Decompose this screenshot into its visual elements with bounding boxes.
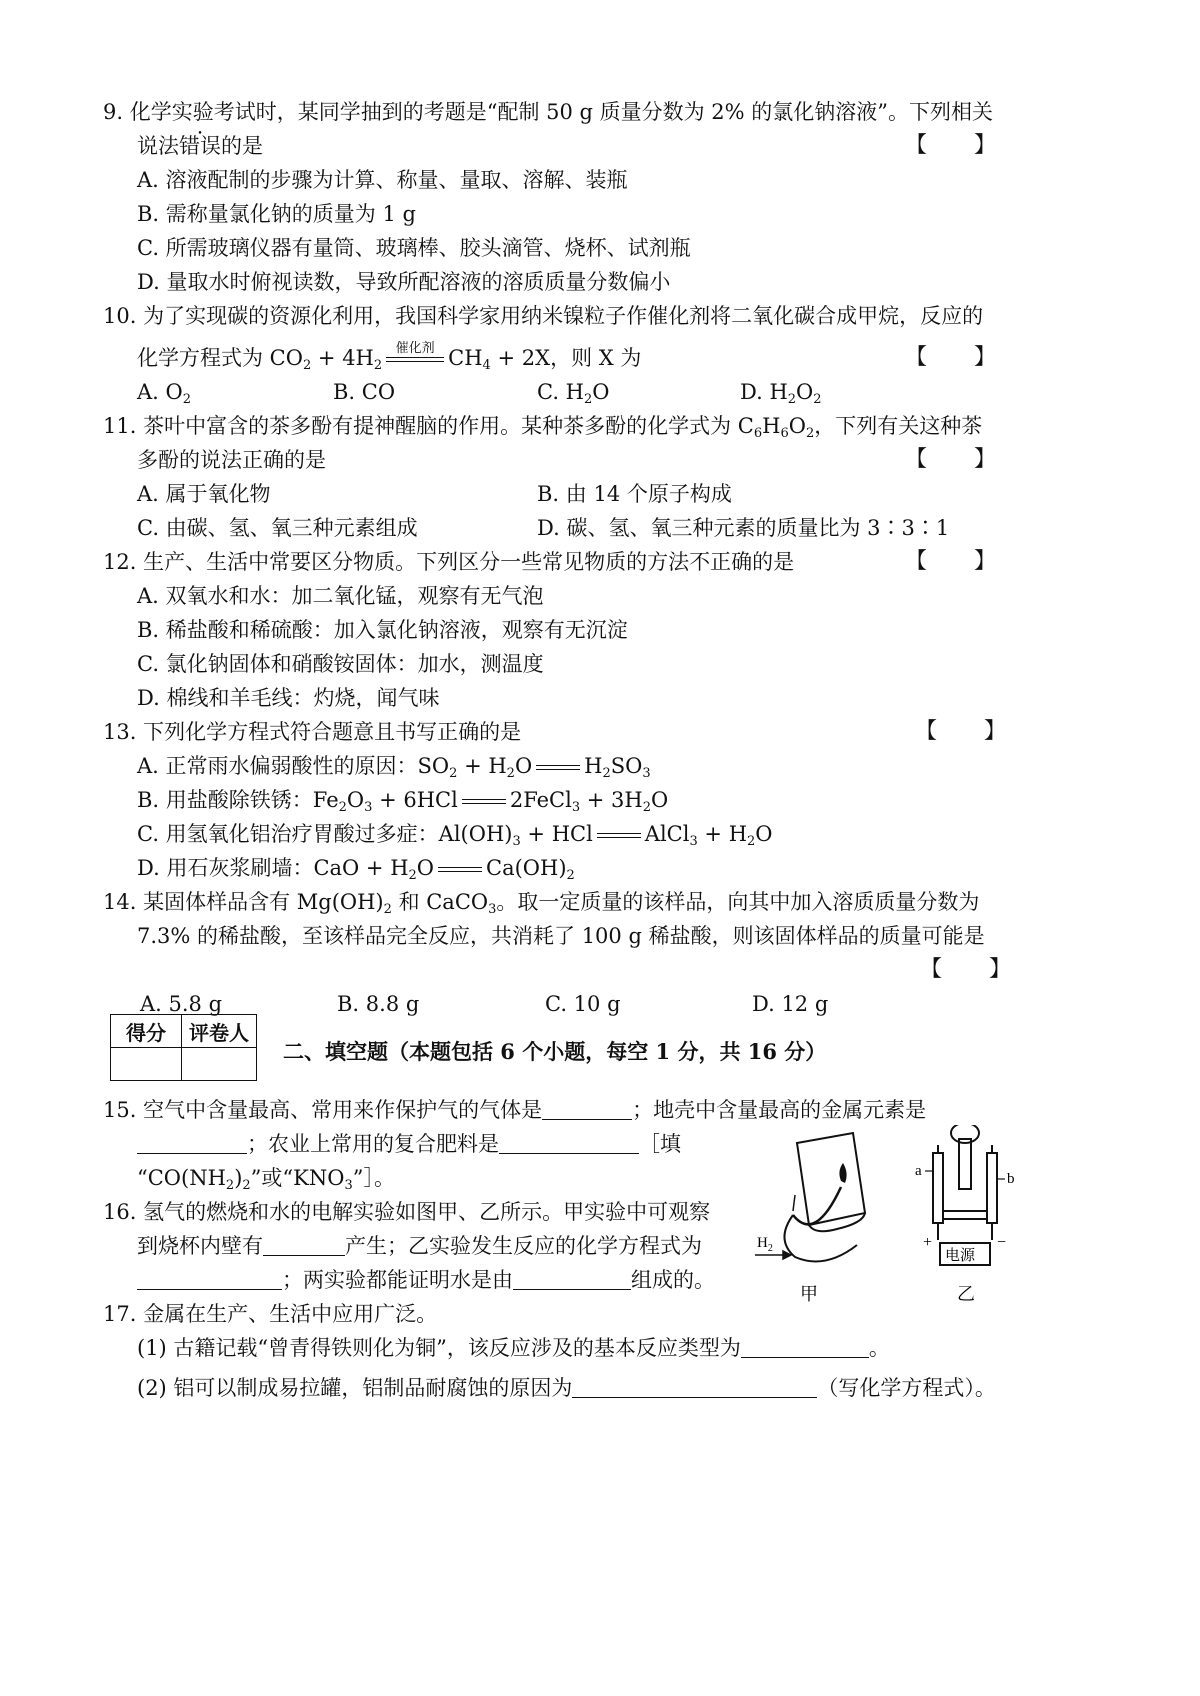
q12-stem-line1: 12. 生产、生活中常要区分物质。下列区分一些常见物质的方法不正确的是 [103,550,795,574]
q9-text-end: 的是 [221,134,263,158]
q12-emphasis: 不正确 [689,550,753,574]
q13-option-c: C. 用氢氧化铝治疗胃酸过多症：$Al(OH)_3$ + HCl AlCl$_3$ + $H_2O$ [137,822,773,849]
q9-option-c: C. 所需玻璃仪器有量筒、玻璃棒、胶头滴管、烧杯、试剂瓶 [137,236,691,260]
q9-answer-bracket[interactable]: 【 】 [905,133,998,158]
q14-option-a: A. 5.8 g [140,992,223,1016]
q13-stem-line1: 13. 下列化学方程式符合题意且书写正确的是 [103,720,522,744]
q12-answer-bracket[interactable]: 【 】 [905,549,998,574]
experiment-figure [745,1125,1035,1310]
q10-eq-text: CH [448,346,483,370]
q9-option-d: D. 量取水时俯视读数，导致所配溶液的溶质质量分数偏小 [137,270,671,294]
electrolysis-apparatus-yi [933,1125,997,1265]
q9-text: 说法 [137,134,179,158]
label-plus: + [923,1234,933,1251]
power-supply-label: 电源 [945,1246,976,1264]
q10-answer-bracket[interactable]: 【 】 [905,345,998,370]
score-cell[interactable] [111,1048,182,1081]
q14-stem-line1: 14. 某固体样品含有 $Mg(OH)_2$ 和 CaCO$_3$。取一定质量的该样品，向其中加入溶质质量分数为 [103,890,980,917]
q10-eq-text: + 2X，则 X 为 [490,346,642,370]
q17-line1: 17. 金属在生产、生活中应用广泛。 [103,1302,438,1326]
q15-line1: 15. 空气中含量最高、常用来作保护气的气体是 ；地壳中含量最高的金属元素是 [103,1098,927,1122]
q15-line3: “$CO(NH_2)_2$”或“$KNO_3”]$。 [137,1166,395,1193]
q14-option-b: B. 8.8 g [337,992,420,1016]
q17-blank-1[interactable] [741,1337,869,1358]
q12-option-b: B. 稀盐酸和稀硫酸：加入氯化钠溶液，观察有无沉淀 [137,618,628,642]
q11-option-c: C. 由碳、氢、氧三种元素组成 [137,516,418,540]
q17-blank-2[interactable] [572,1377,817,1398]
q10-option-b: B. CO [333,380,396,404]
q16-blank-3[interactable] [513,1269,631,1290]
beaker-jia [784,1133,865,1261]
q11-option-d: D. 碳、氢、氧三种元素的质量比为 3∶3∶1 [537,516,950,540]
q16-blank-2[interactable] [137,1269,282,1290]
q10-catalyst-label: 催化剂 [395,341,435,356]
q15-blank-1[interactable] [542,1099,632,1120]
q13-option-b: B. 用盐酸除铁锈：$Fe_2O_3 + 6HCl$ 2FeCl$_3$ + $3H_2O$ [137,788,669,815]
q14-option-c: C. 10 g [545,992,621,1016]
q11-option-b: B. 由 14 个原子构成 [537,482,732,506]
q16-line3: ；两实验都能证明水是由 组成的。 [137,1266,715,1294]
label-a: a [915,1163,922,1179]
q15-line2: ；农业上常用的复合肥料是 ［填 [137,1130,681,1158]
grader-cell[interactable] [182,1048,257,1081]
q10-reaction-arrow [386,341,444,362]
q9-emphasis: 错误 [179,134,221,158]
q10-option-d: D. $H_2O_2$ [740,380,822,407]
q9-option-a: A. 溶液配制的步骤为计算、称量、量取、溶解、装瓶 [137,168,628,192]
h2-label: $H_2$ [757,1235,773,1254]
q12-option-d: D. 棉线和羊毛线：灼烧，闻气味 [137,686,440,710]
q16-line2: 到烧杯内壁有 产生；乙实验发生反应的化学方程式为 [137,1234,702,1258]
q11-answer-bracket[interactable]: 【 】 [905,447,998,472]
flame-icon [839,1163,846,1183]
q10-stem-line1: 10. 为了实现碳的资源化利用，我国科学家用纳米镍粒子作催化剂将二氧化碳合成甲烷，反应的 [103,304,984,328]
q17-sub1: (1) 古籍记载“曾青得铁则化为铜”，该反应涉及的基本反应类型为 。 [137,1336,890,1360]
q11-stem-line2: 多酚的说法正确的是 [137,448,326,472]
q12-option-c: C. 氯化钠固体和硝酸铵固体：加水，测温度 [137,652,544,676]
q10-eq-text: + 4H [311,346,374,370]
label-minus: − [997,1234,1007,1251]
section-title: 二、填空题（本题包括 6 个小题，每空 1 分，共 16 分） [283,1039,827,1064]
q14-option-d: D. 12 g [752,992,829,1016]
q14-answer-bracket[interactable]: 【 】 [920,957,1013,982]
figure-label-yi: 乙 [957,1284,975,1304]
q13-option-a: A. 正常雨水偏弱酸性的原因：$SO_2 + H_2O$ $H_2SO_3$ [137,754,651,781]
q11-option-a: A. 属于氧化物 [137,482,271,506]
grader-label: 评卷人 [182,1015,257,1048]
q12-option-a: A. 双氧水和水：加二氧化锰，观察有无气泡 [137,584,544,608]
score-table [110,1014,257,1081]
q11-stem-line1: 11. 茶叶中富含的茶多酚有提神醒脑的作用。某种茶多酚的化学式为 $C_6H_6O_2$，下列有关这种茶 [103,414,983,441]
figure-label-jia: 甲 [800,1284,818,1304]
q10-option-a: A. $O_2$ [137,380,192,407]
q15-blank-2[interactable] [137,1133,247,1154]
q16-line1: 16. 氢气的燃烧和水的电解实验如图甲、乙所示。甲实验中可观察 [103,1200,711,1224]
q15-blank-3[interactable] [499,1133,639,1154]
label-b: b [1007,1171,1015,1187]
q9-stem-line1: 9. 化学实验考试时，某同学抽到的考题是“配制 50 g 质量分数为 2% 的氯化钠溶液”。下列相关 [103,100,994,124]
q9-option-b: B. 需称量氯化钠的质量为 1 g [137,202,416,226]
q13-answer-bracket[interactable]: 【 】 [915,719,1008,744]
score-label: 得分 [111,1015,182,1048]
q17-sub2: (2) 铝可以制成易拉罐，铝制品耐腐蚀的原因为 （写化学方程式）。 [137,1376,996,1400]
q13-option-d: D. 用石灰浆刷墙：CaO + $H_2O$ $Ca(OH)_2$ [137,856,575,883]
gas-arrow [755,1251,791,1259]
q14-stem-line2: 7.3% 的稀盐酸，至该样品完全反应，共消耗了 100 g 稀盐酸，则该固体样品的质量可能是 [137,924,985,948]
q10-equation-line: 化学方程式为 $CO_2 + 4H_2$ 催化剂 $CH_4 + 2X$，则 X 为 [137,344,641,372]
q16-blank-1[interactable] [263,1235,345,1256]
q10-option-c: C. $H_2O$ [537,380,610,407]
q10-eq-text: 化学方程式为 CO [137,346,303,370]
q9-stem-line2 [137,132,263,160]
